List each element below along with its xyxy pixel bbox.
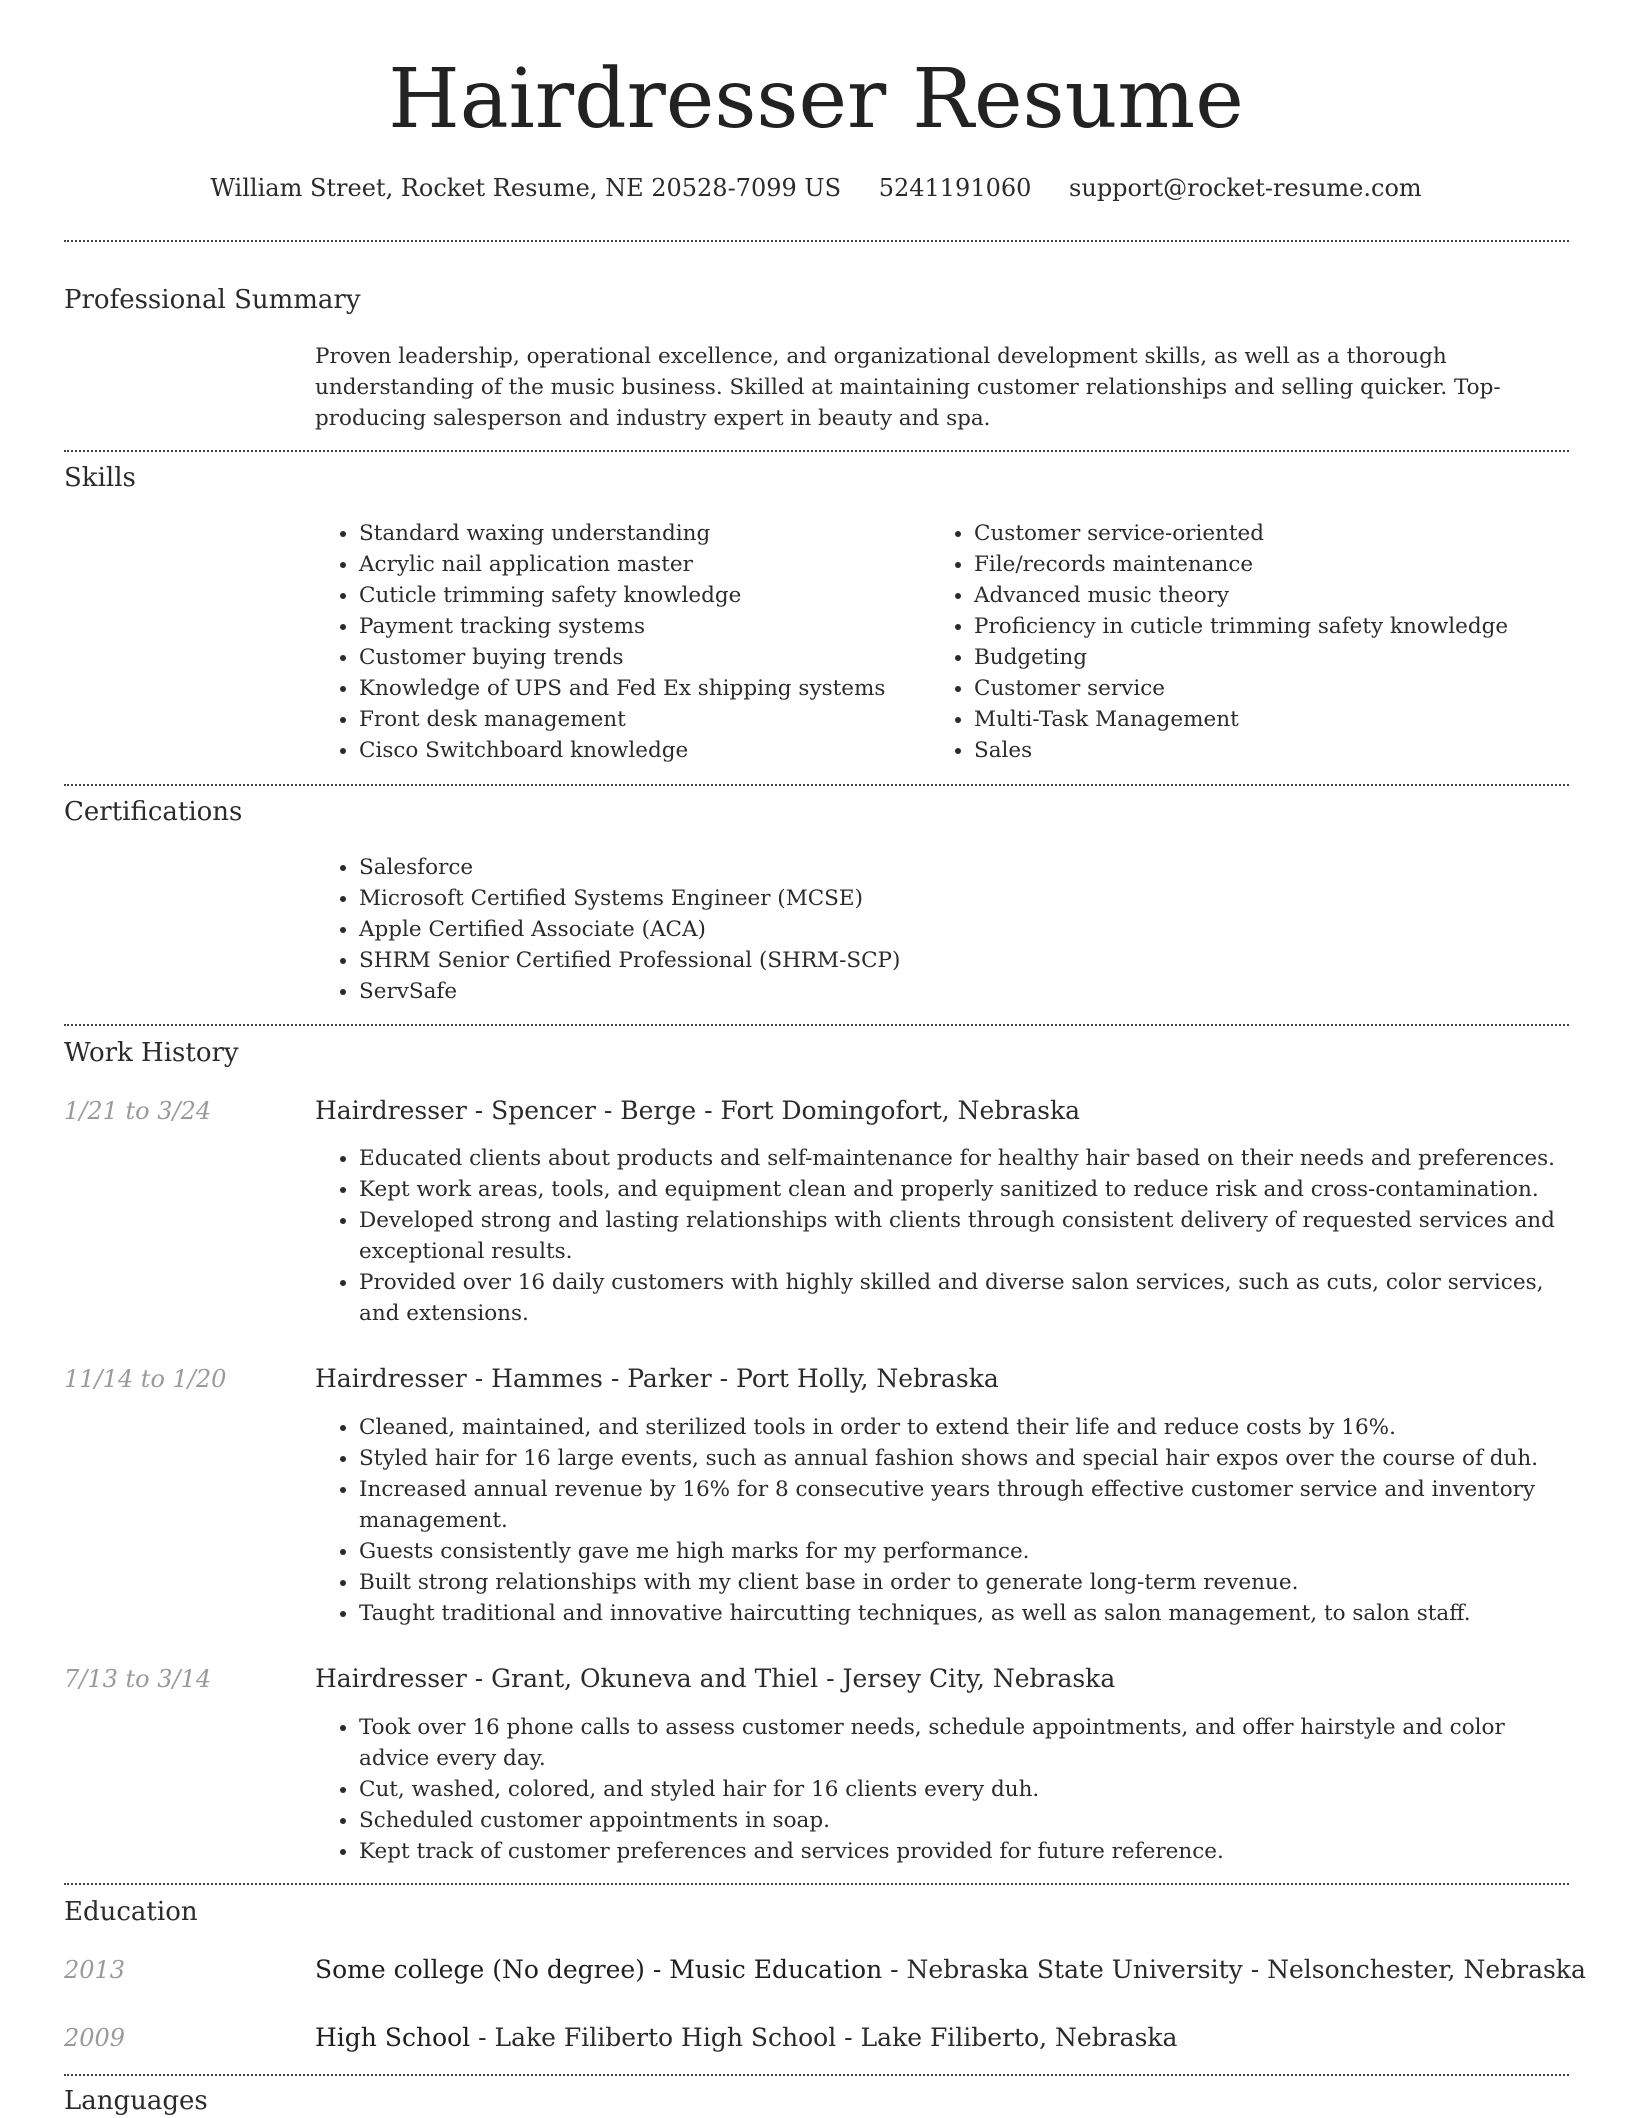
skill-item: • Standard waxing understanding — [359, 518, 915, 549]
job-bullets — [315, 1412, 1560, 1629]
job-title: Hairdresser - Hammes - Parker - Port Holly, Nebraska — [315, 1364, 999, 1393]
education-year: 2009 — [64, 2024, 126, 2052]
skill-item: • Customer service — [974, 673, 1560, 704]
job-title: Hairdresser - Grant, Okuneva and Thiel - Jersey City, Nebraska — [315, 1664, 1116, 1693]
job-bullet: • Guests consistently gave me high marks for my performance. — [359, 1536, 1560, 1567]
certification-item: • SHRM Senior Certified Professional (SHRM-SCP) — [359, 945, 1560, 976]
skill-item: • Customer service-oriented — [974, 518, 1560, 549]
section-divider — [64, 450, 1569, 452]
job-dates: 1/21 to 3/24 — [64, 1097, 212, 1125]
certifications-heading: Certifications — [64, 797, 243, 827]
education-degree: Some college (No degree) - Music Education — [315, 1955, 883, 1984]
job-bullet: • Built strong relationships with my client base in order to generate long-term revenue. — [359, 1567, 1560, 1598]
skill-item: • File/records maintenance — [974, 549, 1560, 580]
job-bullet: • Educated clients about products and self-maintenance for healthy hair based on their needs and preferences. — [359, 1143, 1560, 1174]
job-bullet: • Took over 16 phone calls to assess customer needs, schedule appointments, and offer hairstyle and color advice every day. — [359, 1712, 1560, 1774]
resume-title: Hairdresser Resume — [388, 52, 1244, 147]
job-bullet: • Provided over 16 daily customers with highly skilled and diverse salon services, such as cuts, color services, and extensions. — [359, 1267, 1560, 1329]
section-divider — [64, 2074, 1569, 2076]
education-year: 2013 — [64, 1956, 126, 1984]
job-bullet: • Kept work areas, tools, and equipment clean and properly sanitized to reduce risk and cross-contamination. — [359, 1174, 1560, 1205]
job-bullet: • Cleaned, maintained, and sterilized tools in order to extend their life and reduce costs by 16%. — [359, 1412, 1560, 1443]
skill-item: • Multi-Task Management — [974, 704, 1560, 735]
contact-phone[interactable]: 5241191060 — [878, 174, 1032, 202]
job-bullet: • Kept track of customer preferences and services provided for future reference. — [359, 1836, 1560, 1867]
section-divider — [64, 784, 1569, 786]
job-bullet: • Increased annual revenue by 16% for 8 consecutive years through effective customer service and inventory management. — [359, 1474, 1560, 1536]
skill-item: • Cuticle trimming safety knowledge — [359, 580, 915, 611]
contact-line — [0, 171, 1632, 205]
job-bullet: • Developed strong and lasting relationships with clients through consistent delivery of requested services and exceptional results. — [359, 1205, 1560, 1267]
job-bullet: • Taught traditional and innovative haircutting techniques, as well as salon management, to salon staff. — [359, 1598, 1560, 1629]
certifications-list — [315, 852, 1560, 1007]
skills-right-column — [930, 518, 1560, 766]
skill-item: • Acrylic nail application master — [359, 549, 915, 580]
skill-item: • Payment tracking systems — [359, 611, 915, 642]
skill-item: • Front desk management — [359, 704, 915, 735]
skill-item: • Advanced music theory — [974, 580, 1560, 611]
section-divider — [64, 1883, 1569, 1885]
skill-item: • Knowledge of UPS and Fed Ex shipping systems — [359, 673, 915, 704]
job-bullets — [315, 1143, 1560, 1329]
education-entry — [315, 1953, 1586, 1987]
contact-address: William Street, Rocket Resume, NE 20528-7099 US — [210, 174, 842, 202]
certification-item: • Salesforce — [359, 852, 1560, 883]
skill-item: • Sales — [974, 735, 1560, 766]
skill-item: • Cisco Switchboard knowledge — [359, 735, 915, 766]
education-school: - Lake Filiberto High School - Lake Filiberto, Nebraska — [470, 2023, 1178, 2052]
contact-email[interactable]: support@rocket-resume.com — [1069, 174, 1422, 202]
education-heading: Education — [64, 1897, 198, 1927]
education-degree: High School — [315, 2023, 471, 2052]
summary-heading: Professional Summary — [64, 285, 361, 315]
skills-heading: Skills — [64, 463, 136, 493]
job-dates: 11/14 to 1/20 — [64, 1365, 227, 1393]
languages-heading: Languages — [64, 2086, 208, 2116]
section-divider — [64, 1024, 1569, 1026]
job-bullet: • Cut, washed, colored, and styled hair for 16 clients every duh. — [359, 1774, 1560, 1805]
job-dates: 7/13 to 3/14 — [64, 1665, 212, 1693]
education-school: - Nebraska State University - Nelsonchester, Nebraska — [882, 1955, 1586, 1984]
work-history-heading: Work History — [64, 1038, 239, 1068]
skills-left-column — [315, 518, 915, 766]
certification-item: • Apple Certified Associate (ACA) — [359, 914, 1560, 945]
section-divider — [64, 240, 1569, 242]
skill-item: • Customer buying trends — [359, 642, 915, 673]
job-title: Hairdresser - Spencer - Berge - Fort Domingofort, Nebraska — [315, 1096, 1081, 1125]
job-bullet: • Styled hair for 16 large events, such as annual fashion shows and special hair expos over the course of duh. — [359, 1443, 1560, 1474]
certification-item: • ServSafe — [359, 976, 1560, 1007]
certification-item: • Microsoft Certified Systems Engineer (MCSE) — [359, 883, 1560, 914]
job-bullet: • Scheduled customer appointments in soap. — [359, 1805, 1560, 1836]
skill-item: • Proficiency in cuticle trimming safety knowledge — [974, 611, 1560, 642]
job-bullets — [315, 1712, 1560, 1867]
education-entry — [315, 2021, 1177, 2055]
skill-item: • Budgeting — [974, 642, 1560, 673]
summary-text: Proven leadership, operational excellence, and organizational development skills, as well as a thorough understanding of the music business. Skilled at maintaining customer relationships and selling quicker. Top-producing salesperson and industry expert in beauty and spa. — [315, 344, 1501, 431]
